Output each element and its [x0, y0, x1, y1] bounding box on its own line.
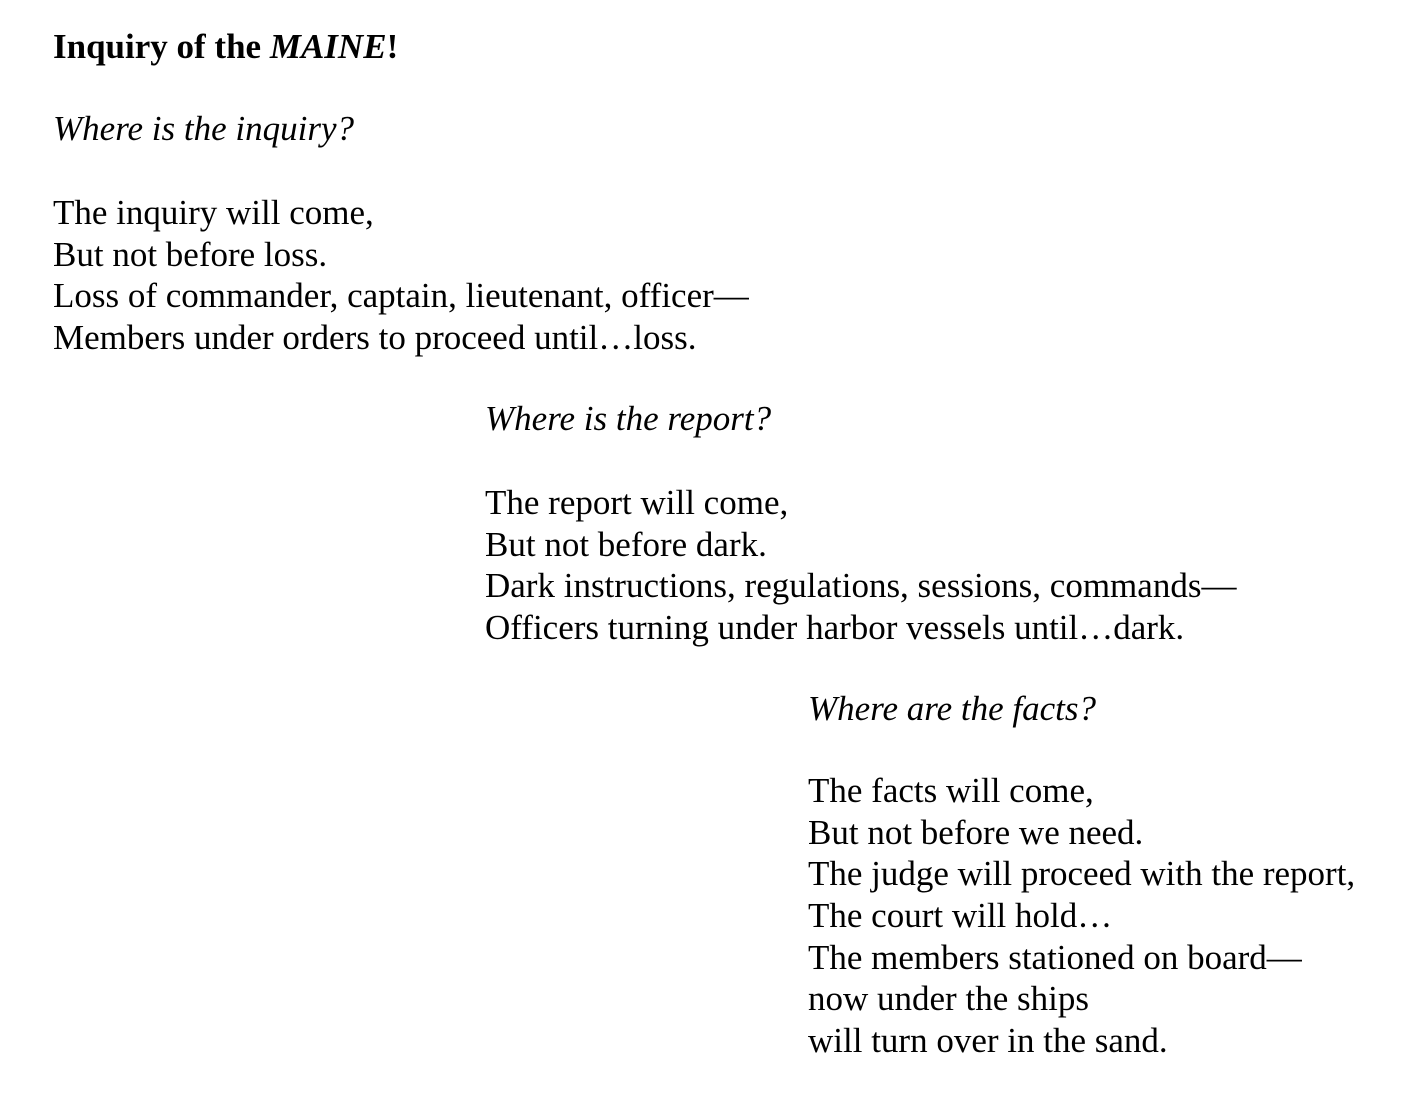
stanza-3-line: will turn over in the sand.: [808, 1021, 1168, 1061]
poem-title: [53, 28, 398, 66]
stanza-3-question: Where are the facts?: [808, 689, 1097, 728]
title-ship-name: MAINE: [269, 27, 387, 66]
stanza-3-line: now under the ships: [808, 979, 1089, 1019]
stanza-1-line: But not before loss.: [53, 234, 328, 274]
stanza-3: [808, 770, 1355, 1062]
stanza-2-question: Where is the report?: [485, 399, 772, 438]
title-suffix: !: [386, 27, 399, 66]
stanza-3-line: But not before we need.: [808, 812, 1144, 852]
stanza-1-question: Where is the inquiry?: [53, 109, 355, 148]
stanza-1: [53, 192, 749, 359]
title-prefix: Inquiry of the: [53, 27, 270, 66]
stanza-3-line: The judge will proceed with the report,: [808, 854, 1356, 894]
stanza-2-line: The report will come,: [485, 483, 789, 522]
stanza-2-line: But not before dark.: [485, 524, 767, 564]
stanza-2-line: Dark instructions, regulations, sessions, commands—: [485, 566, 1237, 606]
stanza-3-line: The court will hold…: [808, 896, 1113, 936]
stanza-1-line: Members under orders to proceed until…loss.: [53, 318, 697, 358]
stanza-1-line: Loss of commander, captain, lieutenant, officer—: [53, 276, 749, 316]
stanza-3-line: The members stationed on board—: [808, 937, 1302, 977]
stanza-1-line: The inquiry will come,: [53, 193, 374, 232]
stanza-3-line: The facts will come,: [808, 771, 1094, 810]
stanza-2: [485, 482, 1236, 649]
stanza-2-line: Officers turning under harbor vessels until…dark.: [485, 608, 1185, 648]
